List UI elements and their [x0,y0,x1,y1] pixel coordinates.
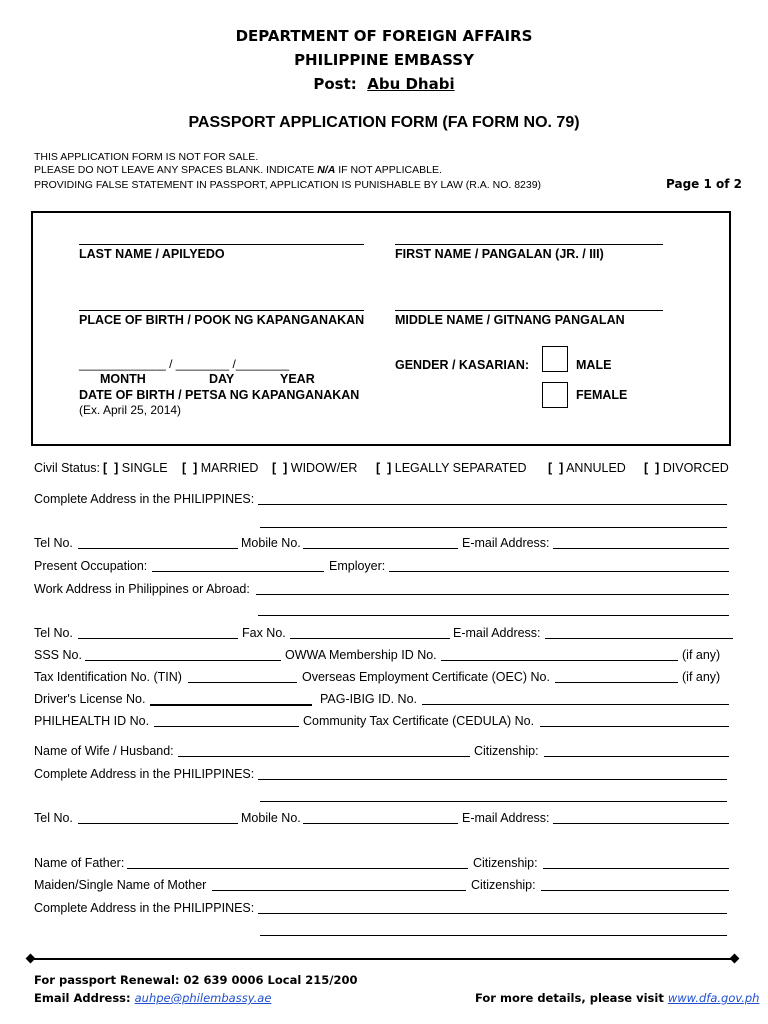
email-contact: Email Address: auhpe@philembassy.ae [34,991,272,1005]
owwa-field[interactable] [441,660,678,661]
parents-address-field[interactable] [258,913,727,914]
civil-status-divorced[interactable]: [ ] DIVORCED [644,461,729,475]
occupation-field[interactable] [152,571,324,572]
spouse-email-field[interactable] [553,823,729,824]
month-label: MONTH [100,372,146,386]
male-label: MALE [576,358,612,372]
philhealth-field[interactable] [154,726,299,727]
work-address-label: Work Address in Philippines or Abroad: [34,582,250,596]
father-citizenship-label: Citizenship: [473,856,538,870]
cedula-field[interactable] [540,726,729,727]
civil-status-single[interactable]: [ ] SINGLE [103,461,168,475]
oec-if-any: (if any) [682,670,721,684]
middle-name-field[interactable] [395,310,663,311]
spouse-email-label: E-mail Address: [462,811,550,825]
day-label: DAY [209,372,235,386]
tel-label: Tel No. [34,536,73,550]
oec-label: Overseas Employment Certificate (OEC) No. [302,670,550,684]
spouse-address-field-line2[interactable] [260,801,727,802]
work-tel-label: Tel No. [34,626,73,640]
mother-citizenship-label: Citizenship: [471,878,536,892]
email-field[interactable] [553,548,729,549]
philhealth-label: PHILHEALTH ID No. [34,714,150,728]
address-ph-field[interactable] [258,504,727,505]
middle-name-label: MIDDLE NAME / GITNANG PANGALAN [395,313,625,327]
spouse-label: Name of Wife / Husband: [34,744,174,758]
details-contact: For more details, please visit www.dfa.gov.ph [475,991,760,1005]
tel-field[interactable] [78,548,238,549]
place-of-birth-field[interactable] [79,310,364,311]
divider-left-diamond [26,954,36,964]
owwa-label: OWWA Membership ID No. [285,648,437,662]
cedula-label: Community Tax Certificate (CEDULA) No. [303,714,535,728]
owwa-if-any: (if any) [682,648,721,662]
spouse-address-field[interactable] [258,779,727,780]
work-email-label: E-mail Address: [453,626,541,640]
employer-label: Employer: [329,559,386,573]
post-heading [0,75,768,93]
drivers-license-field[interactable] [150,704,312,706]
drivers-license-label: Driver's License No. [34,692,146,706]
address-ph-field-line2[interactable] [260,527,727,528]
sss-label: SSS No. [34,648,82,662]
mobile-field[interactable] [303,548,458,549]
email-link[interactable]: auhpe@philembassy.ae [134,991,272,1005]
dfa-website-link[interactable]: www.dfa.gov.ph [667,991,760,1005]
employer-field[interactable] [389,571,729,572]
female-checkbox[interactable] [542,382,568,408]
date-of-birth-label: DATE OF BIRTH / PETSA NG KAPANGANAKAN [79,388,360,402]
spouse-tel-label: Tel No. [34,811,73,825]
pagibig-field[interactable] [422,704,729,705]
male-checkbox[interactable] [542,346,568,372]
parents-address-field-line2[interactable] [260,935,727,936]
post-label: Post: [313,75,357,93]
first-name-label: FIRST NAME / PANGALAN (JR. / III) [395,247,604,261]
spouse-mobile-label: Mobile No. [241,811,301,825]
occupation-label: Present Occupation: [34,559,148,573]
spouse-tel-field[interactable] [78,823,238,824]
date-example: (Ex. April 25, 2014) [79,403,182,417]
civil-status-annuled[interactable]: [ ] ANNULED [548,461,626,475]
civil-status-label: Civil Status: [34,461,100,475]
spouse-citizenship-field[interactable] [544,756,729,757]
civil-status-legally-separated[interactable]: [ ] LEGALLY SEPARATED [376,461,527,475]
work-tel-field[interactable] [78,638,238,639]
notice-false-statement: PROVIDING FALSE STATEMENT IN PASSPORT, APPLICATION IS PUNISHABLE BY LAW (R.A. NO. 8239) [34,179,542,191]
fax-field[interactable] [290,638,450,639]
email-label: E-mail Address: [462,536,550,550]
civil-status-widower[interactable]: [ ] WIDOW/ER [272,461,358,475]
civil-status-married[interactable]: [ ] MARRIED [182,461,259,475]
work-address-field[interactable] [256,594,729,595]
mother-citizenship-field[interactable] [541,890,729,891]
spouse-address-label: Complete Address in the PHILIPPINES: [34,767,255,781]
last-name-label: LAST NAME / APILYEDO [79,247,225,261]
embassy-heading: PHILIPPINE EMBASSY [294,51,474,69]
mobile-label: Mobile No. [241,536,301,550]
father-citizenship-field[interactable] [543,868,729,869]
sss-field[interactable] [85,660,281,661]
department-heading: DEPARTMENT OF FOREIGN AFFAIRS [235,27,533,45]
spouse-citizenship-label: Citizenship: [474,744,539,758]
fax-label: Fax No. [242,626,286,640]
father-label: Name of Father: [34,856,125,870]
pagibig-label: PAG-IBIG ID. No. [320,692,418,706]
renewal-contact: For passport Renewal: 02 639 0006 Local 215/200 [34,973,358,987]
place-of-birth-label: PLACE OF BIRTH / POOK NG KAPANGANAKAN [79,313,365,327]
address-ph-label: Complete Address in the PHILIPPINES: [34,492,255,506]
form-title: PASSPORT APPLICATION FORM (FA FORM NO. 79) [188,114,580,131]
work-email-field[interactable] [545,638,733,639]
work-address-field-line2[interactable] [258,615,729,616]
parents-address-label: Complete Address in the PHILIPPINES: [34,901,255,915]
post-value: Abu Dhabi [367,75,455,93]
spouse-mobile-field[interactable] [303,823,458,824]
notice-no-blanks: PLEASE DO NOT LEAVE ANY SPACES BLANK. INDICATE N/A IF NOT APPLICABLE. [34,164,442,176]
page-indicator: Page 1 of 2 [666,177,742,191]
father-field[interactable] [127,868,468,869]
notice-not-for-sale: THIS APPLICATION FORM IS NOT FOR SALE. [34,151,259,163]
first-name-field[interactable] [395,244,663,245]
female-label: FEMALE [576,388,628,402]
mother-label: Maiden/Single Name of Mother [34,878,207,892]
tin-label: Tax Identification No. (TIN) [34,670,182,684]
oec-field[interactable] [555,682,678,683]
divider-right-diamond [730,954,740,964]
date-of-birth-field[interactable]: _____________ / ________ /________ [79,357,290,371]
tin-field[interactable] [188,682,297,683]
spouse-field[interactable] [178,756,470,757]
last-name-field[interactable] [79,244,364,245]
year-label: YEAR [280,372,315,386]
mother-field[interactable] [212,890,466,891]
gender-label: GENDER / KASARIAN: [395,358,530,372]
footer-divider [30,958,736,960]
